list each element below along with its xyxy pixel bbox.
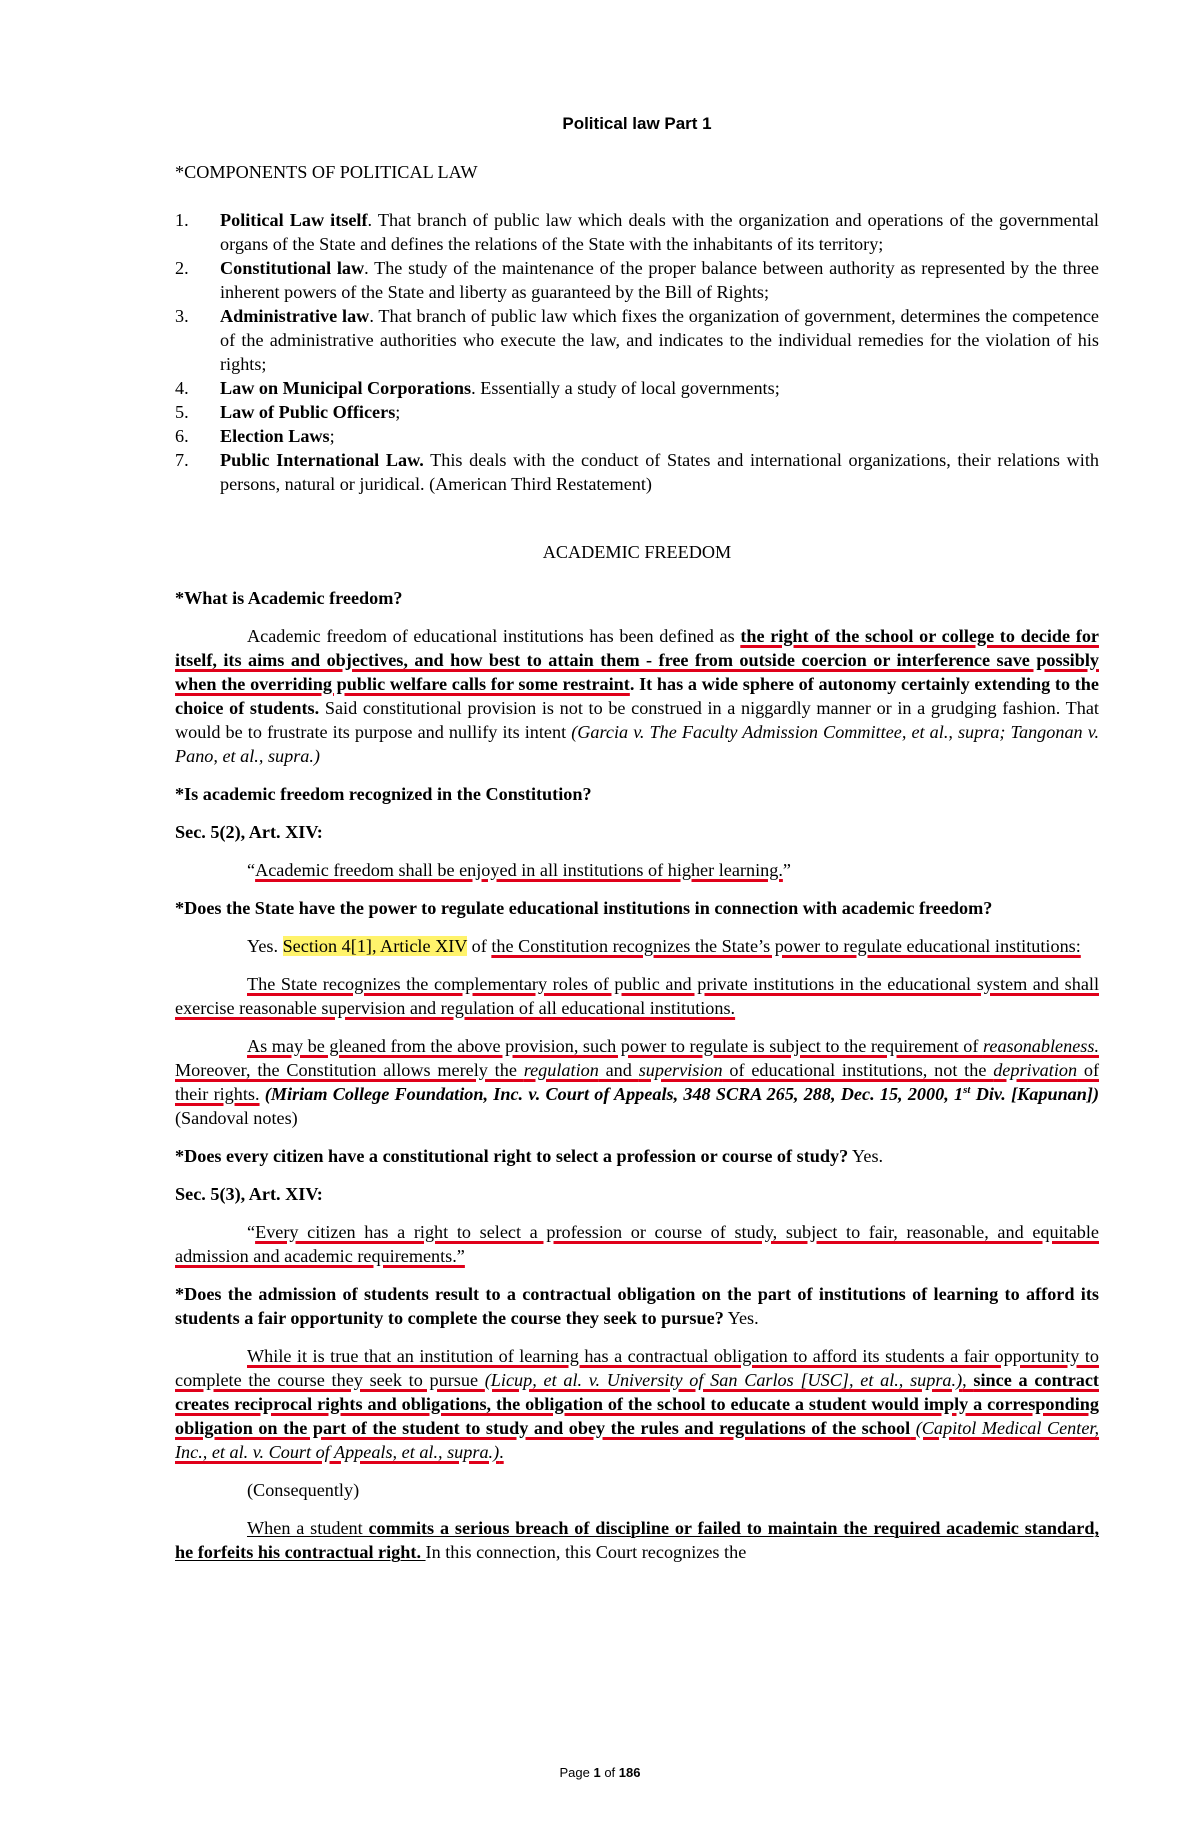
list-number: 5. bbox=[175, 402, 189, 422]
text-run: *Does every citizen have a constitutional right to select a profession or course of study? bbox=[175, 1146, 849, 1166]
underlined-text: Moreover, the Constitution allows merely the bbox=[175, 1060, 524, 1080]
citation: (Miriam College Foundation, Inc. v. Court of Appeals, 348 SCRA 265, 288, Dec. 15, 2000, 1 bbox=[259, 1084, 964, 1104]
list-number: 3. bbox=[175, 306, 189, 326]
list-text: . That branch of public law which deals with the organization and operations of the governmental organs of the State and defines the relations of the State with the inhabitants of its territory; bbox=[220, 210, 1099, 254]
list-text: . The study of the maintenance of the proper balance between authority as represented by the three inherent powers of the State and liberty as guaranteed by the Bill of Rights; bbox=[220, 258, 1099, 302]
list-term: Constitutional law bbox=[220, 258, 365, 278]
text-run: . bbox=[629, 674, 640, 694]
bold-underlined-text: commits a serious breach of discipline or failed to maintain the required academic standard, he forfeits his contractual right. bbox=[175, 1518, 1099, 1562]
components-heading: *COMPONENTS OF POLITICAL LAW bbox=[175, 162, 478, 182]
list-term: Administrative law bbox=[220, 306, 370, 326]
citation: (Capitol Medical Center, Inc., et al. v. Court of Appeals, et al., supra.) bbox=[175, 1418, 1100, 1462]
text-run: Yes. bbox=[247, 936, 283, 956]
section-reference: Sec. 5(3), Art. XIV: bbox=[175, 1184, 323, 1204]
text-run: of bbox=[600, 1765, 619, 1780]
paragraph bbox=[175, 624, 1099, 768]
text-run: Academic freedom of educational institutions has been defined as bbox=[247, 626, 741, 646]
section-reference: Sec. 5(2), Art. XIV: bbox=[175, 822, 323, 842]
paragraph bbox=[175, 934, 1099, 958]
underlined-italic: regulation bbox=[523, 1060, 599, 1080]
list-item bbox=[175, 376, 1099, 400]
list-item bbox=[175, 400, 1099, 424]
list-number: 2. bbox=[175, 258, 189, 278]
citation: (Garcia v. The Faculty Admission Committee, et al., supra; Tangonan v. Pano, et al., supra.) bbox=[175, 722, 1099, 766]
text-run: In this connection, this Court recognizes the bbox=[425, 1542, 747, 1562]
text-run: *Does the admission of students result to a contractual obligation on the part of institutions of learning to afford its students a fair opportunity to complete the course they seek to pursue? bbox=[175, 1284, 1099, 1328]
section-title: ACADEMIC FREEDOM bbox=[542, 542, 732, 562]
bold-underlined-text: since a contract creates reciprocal rights and obligations, the obligation of the school to educate a student would imply a corresponding obligation on the part of the student to study and obey the rules and regulations of the school bbox=[175, 1370, 1099, 1438]
list-text: . That branch of public law which fixes the organization of government, determines the competence of the administrative authorities who execute the law, and indicates to the individual remedies for the violation of his rights; bbox=[220, 306, 1099, 374]
bold-text: It has a wide sphere of autonomy certainly extending to the choice of students. bbox=[175, 674, 1099, 718]
list-number: 6. bbox=[175, 426, 189, 446]
underlined-text: the Constitution recognizes the State’s power to regulate educational institutions: bbox=[491, 936, 1081, 956]
underlined-text: As may be gleaned from the above provision, such power to regulate is subject to the requirement of bbox=[247, 1036, 983, 1056]
highlighted-reference: Section 4[1], Article XIV bbox=[282, 936, 468, 956]
text-run: of bbox=[467, 936, 492, 956]
list-item bbox=[175, 448, 1099, 496]
page-total: 186 bbox=[618, 1765, 641, 1780]
superscript: st bbox=[963, 1083, 971, 1096]
paragraph bbox=[175, 1516, 1099, 1564]
list-text: This deals with the conduct of States and international organizations, their relations with persons, natural or juridical. (American Third Restatement) bbox=[220, 450, 1099, 494]
paragraph: (Consequently) bbox=[247, 1480, 360, 1500]
text-run: “ bbox=[247, 1222, 256, 1242]
underlined-text: When a student bbox=[247, 1518, 369, 1538]
underlined-italic: reasonableness. bbox=[982, 1036, 1099, 1056]
text-run: Said constitutional provision is not to be construed in a niggardly manner or in a grudging fashion. That would be to frustrate its purpose and nullify its intent bbox=[175, 698, 1099, 742]
underlined-text: Every citizen has a right to select a profession or course of study, subject to fair, reasonable, and equitable admission and academic requirements.” bbox=[175, 1222, 1099, 1266]
text-run: ” bbox=[782, 860, 791, 880]
text-run: “ bbox=[247, 860, 256, 880]
underlined-text: The State recognizes the complementary roles of public and private institutions in the educational system and shall exercise reasonable supervision and regulation of all educational institutions. bbox=[175, 974, 1099, 1018]
list-text: . Essentially a study of local governments; bbox=[471, 378, 780, 398]
underlined-text: , bbox=[962, 1370, 974, 1390]
text-run: Yes. bbox=[723, 1308, 759, 1328]
question-heading bbox=[175, 1144, 1099, 1168]
list-text: ; bbox=[395, 402, 401, 422]
list-number: 4. bbox=[175, 378, 189, 398]
list-item bbox=[175, 424, 1099, 448]
underlined-text: While it is true that an institution of learning has a contractual obligation to afford its students a fair opportunity to complete the course they seek to pursue bbox=[175, 1346, 1099, 1390]
list-text: ; bbox=[329, 426, 335, 446]
citation: (Licup, et al. v. University of San Carlos [USC], et al., supra.) bbox=[484, 1370, 963, 1390]
text-run: (Sandoval notes) bbox=[175, 1108, 298, 1128]
paragraph bbox=[175, 1034, 1099, 1130]
list-term: Law on Municipal Corporations bbox=[220, 378, 472, 398]
quote bbox=[175, 858, 1099, 882]
question-heading: *Does the State have the power to regulate educational institutions in connection with academic freedom? bbox=[175, 898, 993, 918]
underlined-text: of educational institutions, not the bbox=[722, 1060, 994, 1080]
page-footer bbox=[0, 1765, 1200, 1780]
quote bbox=[175, 1220, 1099, 1268]
text-run: Yes. bbox=[848, 1146, 884, 1166]
list-item bbox=[175, 256, 1099, 304]
list-term: Election Laws bbox=[220, 426, 330, 446]
list-item bbox=[175, 304, 1099, 376]
paragraph bbox=[175, 972, 1099, 1020]
list-term: Public International Law. bbox=[220, 450, 424, 470]
document-title: Political law Part 1 bbox=[562, 114, 712, 133]
underlined-text: and bbox=[598, 1060, 639, 1080]
highlighted-definition: the right of the school or college to decide for itself, its aims and objectives, and how best to attain them - free from outside coercion or interference save possibly when the overriding public welfare calls for some restraint bbox=[175, 626, 1099, 694]
page-number: 1 bbox=[593, 1765, 601, 1780]
list-term: Political Law itself bbox=[220, 210, 368, 230]
list-number: 7. bbox=[175, 450, 189, 470]
underlined-italic: supervision bbox=[638, 1060, 723, 1080]
underlined-italic: deprivation bbox=[993, 1060, 1078, 1080]
question-heading bbox=[175, 1282, 1099, 1330]
underlined-text: Academic freedom shall be enjoyed in all institutions of higher learning. bbox=[255, 860, 783, 880]
citation: Div. [Kapunan]) bbox=[970, 1084, 1100, 1104]
question-heading: *Is academic freedom recognized in the Constitution? bbox=[175, 784, 592, 804]
list-term: Law of Public Officers bbox=[220, 402, 396, 422]
components-list bbox=[175, 208, 1099, 496]
list-number: 1. bbox=[175, 210, 189, 230]
underlined-text: of their rights. bbox=[175, 1060, 1100, 1104]
question-heading: *What is Academic freedom? bbox=[175, 588, 403, 608]
paragraph bbox=[175, 1344, 1099, 1464]
underlined-text: . bbox=[499, 1442, 504, 1462]
list-item bbox=[175, 208, 1099, 256]
text-run: Page bbox=[559, 1765, 594, 1780]
document-body bbox=[175, 112, 1099, 1578]
